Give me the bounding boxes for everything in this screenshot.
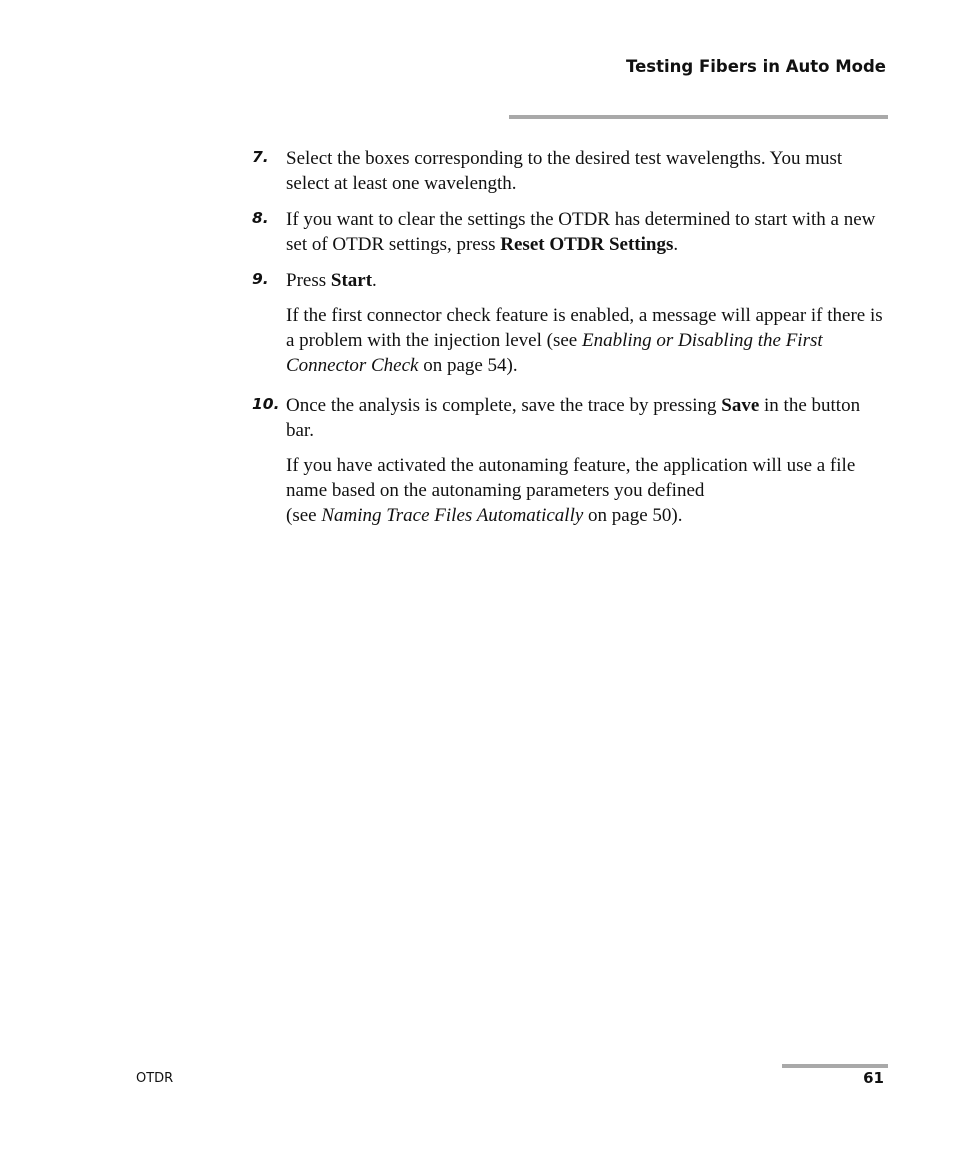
step-text-part: . bbox=[372, 270, 377, 291]
note-text-part: If you have activated the autonaming feature, the application will use a file name based on the autonaming parameters you defined bbox=[286, 455, 856, 501]
step-number: 10. bbox=[252, 395, 280, 413]
cross-reference: Naming Trace Files Automatically bbox=[321, 505, 584, 526]
step-9 bbox=[252, 268, 888, 378]
step-text-part: Press bbox=[286, 270, 331, 291]
step-text bbox=[286, 207, 888, 257]
step-8 bbox=[252, 207, 888, 257]
note-text-part: (see bbox=[286, 505, 322, 526]
step-text-part: If you want to clear the settings the OTDR has determined to start with a new set of OTDR settings, press bbox=[286, 209, 876, 255]
step-text bbox=[286, 268, 888, 293]
step-note bbox=[286, 453, 888, 528]
step-text-part: Once the analysis is complete, save the trace by pressing bbox=[286, 395, 722, 416]
page-number: 61 bbox=[863, 1069, 884, 1087]
running-header-title: Testing Fibers in Auto Mode bbox=[626, 57, 886, 76]
note-text-part: on page 50). bbox=[583, 505, 683, 526]
footer-rule bbox=[782, 1064, 888, 1068]
save-label: Save bbox=[721, 395, 760, 416]
step-text: Select the boxes corresponding to the desired test wavelengths. You must select at least one wavelength. bbox=[286, 148, 843, 194]
note-text-part: on page 54). bbox=[418, 355, 518, 376]
start-label: Start bbox=[330, 270, 373, 291]
step-10 bbox=[252, 393, 888, 528]
step-number: 8. bbox=[252, 209, 269, 227]
step-text-part: in the button bar. bbox=[286, 395, 861, 441]
step-7 bbox=[252, 146, 888, 196]
note-text-part: If the first connector check feature is enabled, a message will appear if there is a problem with the injection level (see bbox=[286, 305, 883, 351]
step-text-part: . bbox=[673, 234, 679, 255]
step-text bbox=[286, 393, 888, 443]
step-note bbox=[286, 303, 888, 378]
header-rule bbox=[509, 115, 888, 119]
footer-product-name: OTDR bbox=[136, 1071, 174, 1086]
step-number: 7. bbox=[252, 148, 269, 166]
step-number: 9. bbox=[252, 270, 269, 288]
reset-otdr-settings-label: Reset OTDR Settings bbox=[500, 234, 674, 255]
cross-reference: Enabling or Disabling the First Connector Check bbox=[286, 330, 823, 376]
